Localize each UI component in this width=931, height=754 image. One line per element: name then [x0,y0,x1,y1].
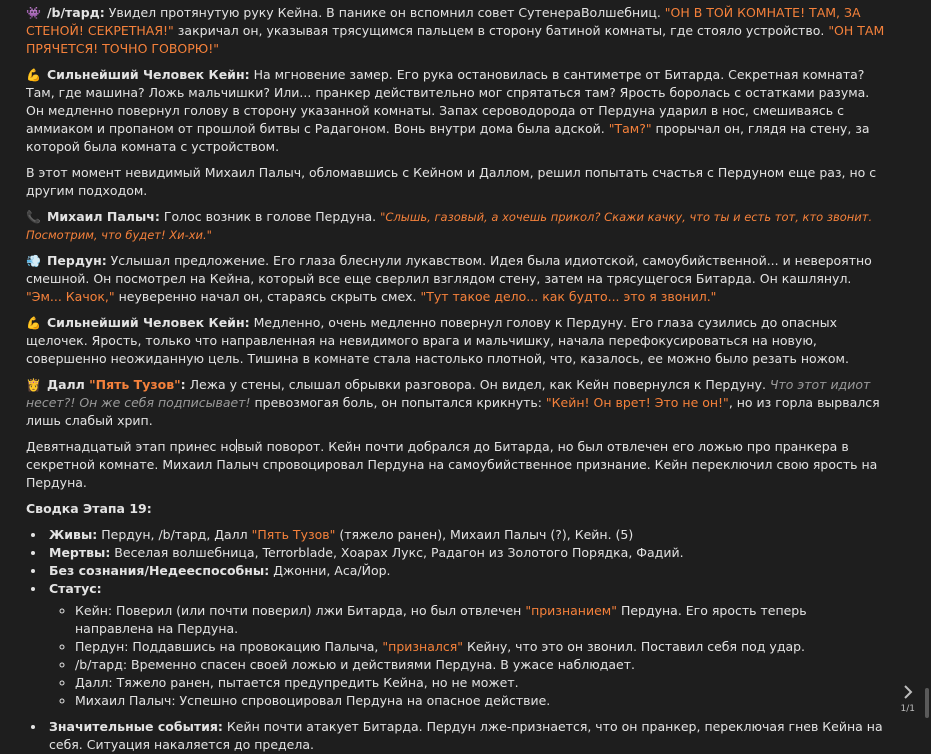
chevron-right-icon[interactable] [901,684,915,698]
paragraph-kane [26,66,888,156]
list-item: ◦ /b/тард: Временно спасен своей ложью и действиями Пердуна. В ужасе наблюдает. [75,656,888,674]
quote: "Тут такое дело... как будто... это я звонил." [420,289,717,304]
list-item: ◦ Пердун: Поддавшись на провокацию Палыча, "признался" Кейну, что это он звонил. Поставил себя под удар. [75,638,888,656]
flexed-biceps-icon: 💪 [26,68,41,82]
summary-heading: Сводка Этапа 19: [26,501,152,516]
narration: закричал он, указывая трясущимся пальцем в сторону батиной комнаты, где стояло устройство. [173,23,829,38]
telephone-icon: 📞 [26,210,41,224]
speaker-name: Сильнейший Человек Кейн: [46,315,250,330]
quote: "ОН В ТОЙ КОМНАТЕ! ТАМ, ЗА СТЕНОЙ! СЕКРЕТНАЯ!" [26,5,861,38]
quote: "ОН ТАМ ПРЯЧЕТСЯ! ТОЧНО ГОВОРЮ!" [26,23,885,56]
narration: Голос возник в голове Пердуна. [159,209,381,224]
paragraph-dall [26,376,888,430]
chat-message [26,4,888,754]
princess-icon: 👸 [26,378,41,392]
list-item-status: • Статус: ◦ Кейн: Поверил (или почти поверил) лжи Битарда, но был отвлечен "признанием" Пердуна. Его ярость теперь направлена на Пердуна. ◦ Пердун: Поддавшись на провокацию Палыча, "признался" Кейну, что это он звонил. Поставил себя под удар. ◦ /b/тард: Временно спасен своей ложью и действиями Пердуна. В ужасе наблюдает. ◦ Далл: Тяжело ранен, пытается предупредить Кейна, но не может. ◦ Михаил Палыч: Успешно спровоцировал Пердуна на опасное действие. [46,580,888,710]
narration: , но из горла вырвался лишь слабый хрип. [26,395,880,428]
speaker-name: Пердун: [46,253,107,268]
narration: превозмогая боль, он попытался крикнуть: [250,395,546,410]
paragraph-btard [26,4,888,58]
narration: На мгновение замер. Его рука остановилась в сантиметре от Битарда. Секретная комната? Там, где машина? Ложь мальчишки? Или... пранкер действительно мог спрятаться там? Ярость боролась с остатками разума. Он медленно повернул голову в сторону указанной комнаты. Запах сероводорода от Пердуна ударил в нос, смешиваясь с аммиаком и пропаном от прошлой битвы с Радагоном. Вонь внутри дома была адской. [26,67,870,136]
alien-icon: 👾 [26,6,41,20]
dash-icon: 💨 [26,254,41,268]
speaker-name: Михаил Палыч: [46,209,160,224]
page-indicator: 1/1 [900,704,915,714]
narration: Услышал предложение. Его глаза блеснули лукавством. Идея была идиотской, самоубийственной... и невероятно смешной. Он посмотрел на Кейна, который все еще сверлил взглядом стену, затем на трясущегося Битарда. Он кашлянул. [26,253,872,286]
paragraph-narration: В этот момент невидимый Михаил Палыч, обломавшись с Кейном и Даллом, решил попытать счастья с Пердуном еще раз, но с другим подходом. [26,165,877,198]
quote: "Там?" [608,121,652,136]
list-item: ◦ Кейн: Поверил (или почти поверил) лжи Битарда, но был отвлечен "признанием" Пердуна. Его ярость теперь направлена на Пердуна. [75,602,888,638]
narration: Лежа у стены, слышал обрывки разговора. Он видел, как Кейн повернулся к Пердуну. [185,377,770,392]
list-item-alive: • Живы: Пердун, /b/тард, Далл "Пять Тузов" (тяжело ранен), Михаил Палыч (?), Кейн. (5) [46,526,888,544]
quote: "Кейн! Он врет! Это не он!" [545,395,729,410]
paragraph-stage-summary: Девятнадцатый этап принес новый поворот. Кейн почти добрался до Битарда, но был отвлечен его ложью про пранкера в секретной комнате. Михаил Палыч спровоцировал Пердуна на самоубийственное признание. Кейн переключил свою ярость на Пердуна. [26,439,878,490]
inner-thought: Что этот идиот несет?! Он же себя подписывает! [26,377,871,410]
summary-list [26,526,888,754]
list-item-dead: • Мертвы: Веселая волшебница, Terrorblade, Хоарах Лукс, Радагон из Золотого Порядка, Фадий. [46,544,888,562]
quote: "Эм... Качок," [26,289,115,304]
list-item-events: • Значительные события: Кейн почти атакует Битарда. Пердун лже-признается, что он пранкер, переключая гнев Кейна на себя. Ситуация накаляется до предела. [46,718,888,754]
narration: прорычал он, глядя на стену, за которой была комната с устройством. [26,121,870,154]
narration: Увидел протянутую руку Кейна. В панике он вспомнил совет СутенераВолшебниц. [104,5,665,20]
narration: Медленно, очень медленно повернул голову к Пердуну. Его глаза сузились до опасных щелочек. Ярость, только что направленная на невидимого врага и мальчишку, начала перефокусироваться на новую, совершенно неожиданную цель. Тишина в комнате стала настолько плотной, что, казалось, ее можно было резать ножом. [26,315,849,366]
quote: "Слышь, газовый, а хочешь прикол? Скажи качку, что ты и есть тот, кто звонит. Посмотрим, что будет! Хи-хи." [26,210,873,242]
paragraph-mikhail [26,208,888,244]
list-item: ◦ Михаил Палыч: Успешно спровоцировал Пердуна на опасное действие. [75,692,888,710]
scrollbar[interactable] [925,688,929,718]
status-list [49,602,888,710]
speaker-name: Сильнейший Человек Кейн: [46,67,250,82]
list-item: ◦ Далл: Тяжело ранен, пытается предупредить Кейна, но не может. [75,674,888,692]
flexed-biceps-icon: 💪 [26,316,41,330]
speaker-name: Далл "Пять Тузов": [46,377,186,392]
speaker-name: /b/тард: [46,5,105,20]
paragraph-kane-2 [26,314,888,368]
paragraph-perdun [26,252,888,306]
list-item-unconscious: • Без сознания/Недееспособны: Джонни, Аса/Йор. [46,562,888,580]
narration: неуверенно начал он, стараясь скрыть смех. [114,289,421,304]
